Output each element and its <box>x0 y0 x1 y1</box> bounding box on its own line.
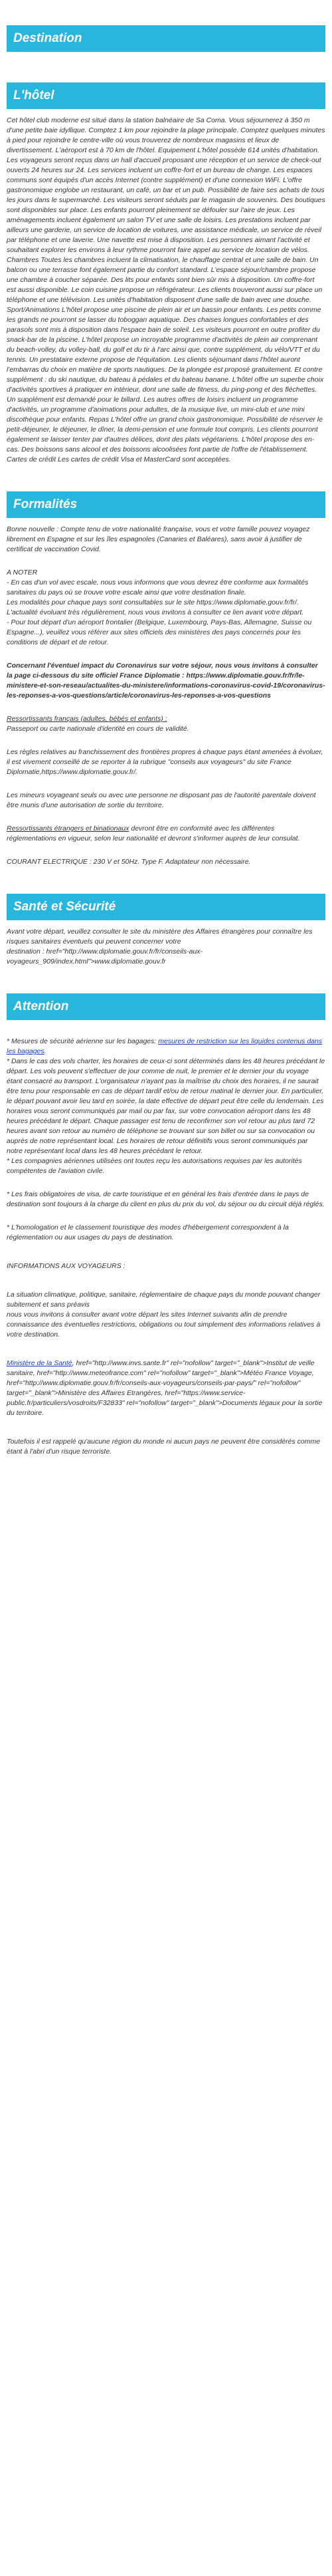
formalites-p7 <box>7 824 325 844</box>
ministere-sante-link[interactable]: Ministère de la Santé <box>7 1359 72 1367</box>
attention-p1-rest: * Dans le cas des vols charter, les horaires de ceux-ci sont déterminés dans les 48 heures précédant le départ. Les vols peuvent s'effectuer de jour comme de nuit, le premier et le dernier jour du voyage étant consacré au transport. L'organisateur n'ayant pas la maîtrise du choix des horaires, il ne saurait être tenu pour responsable en cas de départ tardif et/ou de retour matinal le dernier jour. En particulier, le départ pouvant avoir lieu tard en soirée, la date effective de départ peut être celle du lendemain. Les horaires vous seront communiqués par mail ou par fax, sur votre convocation aéroport dans les 48 heures précédant le départ. Chaque passager est tenu de reconfirmer son vol retour au plus tard 72 heures avant son retour au numéro de téléphone se trouvant sur son billet ou sur sa convocation ou auprès de notre représentant local. Les horaires de retour définitifs vous seront communiqués par notre représentant local dans les 48 heures précédant le retour. * Les compagnies aériennes utilisées ont toutes reçu les autorisations requises par les autorités compétentes de l'aviation civile. <box>7 1057 325 1175</box>
attention-p6-rest: , href="http://www.invs.sante.fr" rel="nofollow" target="_blank">Institut de veille sanitaire, href="http://www.meteofrance.com" rel="nofollow" target="_blank">Météo France Voyage, href="http://www.diplomatie.gouv.fr/fr/conseils-aux-voyageurs/conseils-par-pays/" rel="nofollow" target="_blank">Ministère des Affaires Etrangères, href="https://www.service-public.fr/particuliers/vosdroits/F32833" rel="nofollow" target="_blank">Documents légaux pour la sortie du territoire. <box>7 1359 323 1417</box>
hotel-body: Cet hôtel club moderne est situé dans la station balnéaire de Sa Coma. Vous séjournerez à 350 m d'une petite baie idyllique. Comptez 1 km pour rejoindre la plage principale. Comptez quelques minutes à pied pour rejoindre le centre-ville où vous trouverez de nombreux magasins et lieux de divertissement. L'aéroport est à 70 km de l'hôtel. Equipement L'hôtel possède 614 unités d'habitation. Les voyageurs seront reçus dans un hall d'accueil proposant une réception et un service de check-out ouverts 24 heures sur 24. Les services incluent un coffre-fort et un bureau de change. Les espaces communs sont équipés d'un accès Internet (contre supplément) et d'une connexion WiFi. L'offre gastronomique englobe un restaurant, un café, un bar et un pub. Possibilité de faire ses achats de tous les jours dans le supermarché. Les visiteurs seront séduits par le magasin de souvenirs. Des boutiques sont disponibles sur place. Les enfants pourront pleinement se défouler sur l'aire de jeux. Les aménagements incluent également un salon TV et une salle de loisirs. Les prestations incluent par ailleurs une garderie, un service de location de voitures, une assistance médicale, un service de réveil par téléphone et une laverie. Une navette est mise à disposition. Les personnes aimant l'activité et souhaitant explorer les environs à leur rythme pourront faire appel au service de location de vélos. Chambres Toutes les chambres incluent la climatisation, le chauffage central et une salle de bain. Un balcon ou une terrasse font également partie du confort standard. L'espace séjour/chambre propose une chambre à coucher séparée. Des lits pour enfants sont bien sûr mis à disposition. Un coffre-fort est aussi disponible. Le coin cuisine propose un réfrigérateur. Les clients trouveront aussi sur place un téléphone et une télévision. Les unités d'habitation disposent d'une salle de bain avec une douche. Sport/Animations L'hôtel propose une piscine de plein air et un bassin pour enfants. Les petits comme les grands ne pourront se lasser du toboggan aquatique. Des chaises longues confortables et des parasols sont mis à disposition dans l'espace bain de soleil. Les visiteurs pourront en outre profiter du snack-bar de la piscine. L'hôtel propose un incroyable programme d'activités de plein air comprenant du beach-volley, du volley-ball, du golf et du tir à l'arc ainsi que, contre supplément, du vélo/VTT et du tennis. Un prestataire externe propose de l'équitation. Les clients séjournant dans l'hôtel auront l'embarras du choix en matière de sports nautiques. De la plongée est proposé gratuitement. Et contre supplément : du ski nautique, du bateau à pédales et du bateau banane. L'hôtel offre un superbe choix d'activités sportives à pratiquer en intérieur, dont une salle de fitness, du ping-pong et des fléchettes. Un supplément est demandé pour le billard. Les autres offres de loisirs incluent un programme d'activités, un programme d'animations pour adultes, de la musique live, un mini-club et une mini discothèque pour enfants. Repas L'hôtel offre un grand choix gastronomique. Possibilité de réserver le petit-déjeuner, le déjeuner, le dîner, la demi-pension et une formule tout compris. Les clients pourront également se laisser tenter par d'autres délices, dont des plats végétariens. L'hôtel propose des en-cas. Des boissons sans alcool et des boissons alcoolisées font partie de l'offre de l'établissement. Cartes de crédit Les cartes de crédit Visa et MasterCard sont acceptées. <box>7 116 325 463</box>
formalites-p5: Les règles relatives au franchissement des frontières propres à chaque pays étant amenées à évoluer, il est vivement conseillé de se reporter à la rubrique "conseils aux voyageurs" du site France Diplomatie,https://www.diplomatie.gouv.fr/. <box>7 748 323 776</box>
attention-p1-after: . <box>44 1047 46 1055</box>
formalites-p4-title: Ressortissants français (adultes, bébés et enfants) : <box>7 715 167 723</box>
attention-content <box>7 1020 325 1473</box>
attention-p2: * Les frais obligatoires de visa, de carte touristique et en général les frais d'entrée dans le pays de destination sont toujours à la charge du client en plus du prix du vol, du séjour ou du circuit déjà réglés. <box>7 1190 325 1208</box>
section-header-hotel: L'hôtel <box>7 82 325 109</box>
page <box>0 25 332 1473</box>
section-header-sante: Santé et Sécurité <box>7 894 325 920</box>
attention-p1 <box>7 1027 325 1176</box>
section-header-formalites: Formalités <box>7 491 325 518</box>
formalites-content <box>7 518 325 883</box>
attention-p3: * L'homologation et le classement touristique des modes d'hébergement correspondent à la réglementation ou aux usages du pays de destination. <box>7 1224 289 1241</box>
formalites-p6: Les mineurs voyageant seuls ou avec une personne ne disposant pas de l'autorité parentale doivent être munis d'une autorisation de sortie du territoire. <box>7 791 316 809</box>
formalites-p4-body: Passeport ou carte nationale d'identité en cours de validité. <box>7 725 189 733</box>
sante-content <box>7 920 325 983</box>
formalites-p3: Concernant l'éventuel impact du Coronavirus sur votre séjour, nous vous invitons à consulter la page ci-dessous du site officiel France Diplomatie : https://www.diplomatie.gouv.fr/fr/le-ministere-et-son-reseau/actualites-du-ministere/informations-coronavirus-covid-19/coronavirus-les-reponses-a-vos-questions/article/coronavirus-les-reponses-a-vos-questions <box>7 662 325 700</box>
attention-p7: Toutefois il est rappelé qu'aucune région du monde ni aucun pays ne peuvent être considérés comme étant à l'abri d'un risque terroriste. <box>7 1438 321 1456</box>
formalites-p1: Bonne nouvelle : Compte tenu de votre nationalité française, vous et votre famille pouvez voyagez librement en Espagne et sur les îles espagnoles (Canaries et Baléares), sans avoir à justifier de certificat de vaccination Covid. <box>7 525 310 553</box>
attention-p6 <box>7 1358 325 1418</box>
attention-p4: INFORMATIONS AUX VOYAGEURS : <box>7 1262 125 1270</box>
formalites-p2: A NOTER - En cas d'un vol avec escale, nous vous informons que vous devrez être conforme aux formalités sanitaires du pays où se trouve votre escale ainsi que votre destination finale. Les modalités pour chaque pays sont consultables sur le site https://www.diplomatie.gouv.fr/fr/. L'actualité évoluant très régulièrement, nous vous invitons à consulter ce lien avant votre départ. - Pour tout départ d'un aéroport frontalier (Belgique, Luxembourg, Pays-Bas, Allemagne, Suisse ou Espagne...), veuillez vous référer aux sites officiels des ministères des pays concernés pour les conditions de départ et de retour. <box>7 569 312 646</box>
section-header-destination: Destination <box>7 25 325 52</box>
attention-p1-before: * Mesures de sécurité aérienne sur les bagages: <box>7 1037 159 1045</box>
formalites-p7-title: Ressortissants étrangers et binationaux <box>7 825 129 833</box>
section-header-attention: Attention <box>7 993 325 1020</box>
hotel-description <box>7 109 325 481</box>
liquids-restriction-link[interactable]: mesures de restriction sur les liquides contenus dans les bagages <box>7 1037 323 1055</box>
formalites-p8: COURANT ELECTRIQUE : 230 V et 50Hz. Type F. Adaptateur non nécessaire. <box>7 858 251 866</box>
formalites-p7-body: devront être en conformité avec les différentes réglementations en vigueur, selon leur nationalité et devront s'informer auprès de leur consulat. <box>7 825 300 842</box>
formalites-p4 <box>7 714 325 734</box>
sante-body: Avant votre départ, veuillez consulter le site du ministère des Affaires étrangères pour connaître les risques sanitaires éventuels qui peuvent concerner votre destination : href="http://www.diplomatie.gouv.fr/fr/conseils-aux-voyageurs_909/index.html">www.diplomatie.gouv.fr <box>7 928 313 966</box>
attention-p5: La situation climatique, politique, sanitaire, réglementaire de chaque pays du monde pouvant changer subitement et sans préavis nous vous invitons à consulter avant votre départ les sites Internet suivants afin de prendre connaissance des éventuelles restrictions, obligations ou tout simplement des informations relatives à votre destination. <box>7 1291 321 1339</box>
